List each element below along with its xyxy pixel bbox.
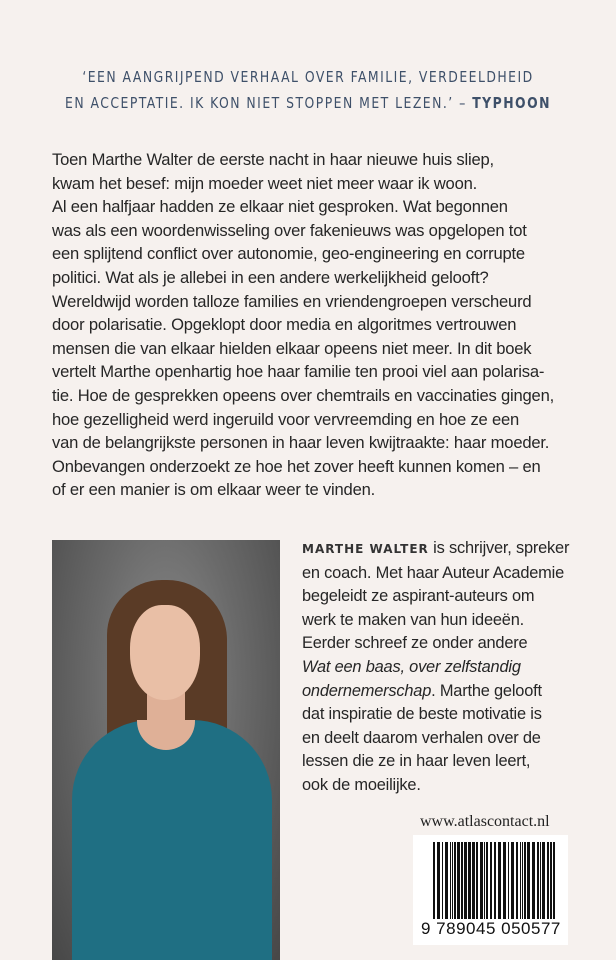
blurb-line: Onbevangen onderzoekt ze hoe het zover heeft kunnen komen – en	[52, 456, 541, 476]
bio-line: en deelt daarom verhalen over de	[302, 728, 541, 747]
barcode-bar	[454, 842, 456, 924]
publisher-url[interactable]: www.atlascontact.nl	[420, 813, 550, 830]
bio-line: lessen die ze in haar leven leert,	[302, 752, 531, 771]
barcode-bar	[464, 842, 467, 924]
barcode-bar	[532, 842, 535, 924]
barcode-bar	[480, 842, 483, 924]
blurb-line: van de belangrijkste personen in haar leven kwijtraakte: haar moeder.	[52, 433, 550, 453]
bio-line: werk te maken van hun ideeën.	[302, 610, 524, 629]
barcode-bar	[484, 842, 485, 924]
barcode-bar	[468, 842, 471, 924]
barcode-bar	[457, 842, 460, 924]
photo-face	[130, 605, 200, 700]
author-bio	[302, 537, 569, 798]
barcode-bar	[542, 842, 545, 924]
blurb-line: Toen Marthe Walter de eerste nacht in haar nieuwe huis sliep,	[52, 150, 494, 169]
bio-line: dat inspiratie de beste motivatie is	[302, 705, 542, 724]
barcode-bar	[486, 842, 488, 924]
bio-text: . Marthe gelooft	[431, 681, 542, 700]
barcode-bar	[522, 842, 523, 924]
blurb-line: een splijtend conflict over autonomie, geo-engineering en corrupte	[52, 244, 525, 264]
barcode-bar	[498, 842, 501, 924]
barcode-bar	[508, 842, 509, 924]
bio-line: begeleidt ze aspirant-auteurs om	[302, 587, 535, 606]
blurb-line: politici. Wat als je allebei in een andere werkelijkheid gelooft?	[52, 267, 489, 287]
isbn-number: 9 789045 050577	[421, 919, 561, 938]
author-name: MARTHE WALTER	[302, 542, 429, 556]
barcode-bar	[540, 842, 541, 924]
barcode-bar	[537, 842, 539, 924]
blurb-line: vertelt Marthe openhartig hoe haar familie ten prooi viel aan polarisa-	[52, 362, 545, 382]
barcode-bar	[553, 842, 555, 924]
quote-source: TYPHOON	[472, 94, 551, 112]
bio-line: Eerder schreef ze onder andere	[302, 634, 528, 653]
barcode-bar	[442, 842, 443, 924]
blurb-line: of er een manier is om elkaar weer te vinden.	[52, 480, 376, 500]
blurb-line: tie. Hoe de gesprekken opeens over chemtrails en vaccinaties gingen,	[52, 385, 555, 405]
barcode-bar	[503, 842, 506, 924]
barcode-bar	[516, 842, 518, 924]
book-title: Wat een baas, over zelfstandig	[302, 657, 521, 676]
barcode-bar	[494, 842, 496, 924]
barcode-bar	[527, 842, 530, 924]
barcode-bar	[476, 842, 478, 924]
blurb-text	[52, 148, 554, 502]
barcode-bar	[445, 842, 448, 924]
barcode-bar	[433, 842, 435, 924]
barcode-bar	[472, 842, 475, 924]
blurb-line: mensen die van elkaar hielden elkaar opeens niet meer. In dit boek	[52, 338, 532, 358]
barcode-bar	[437, 842, 440, 924]
barcode-bars	[433, 842, 556, 924]
blurb-line: was als een woordenwisseling over fakenieuws was opgelopen tot	[52, 220, 527, 240]
blurb-line: hoe gezelligheid werd ingeruild voor vervreemding en hoe ze een	[52, 409, 520, 429]
barcode-bar	[452, 842, 453, 924]
review-quote	[25, 64, 592, 116]
barcode-bar	[490, 842, 492, 924]
barcode-bar	[547, 842, 549, 924]
barcode-bar	[450, 842, 451, 924]
barcode-bar	[461, 842, 463, 924]
quote-line-1: ‘EEN AANGRIJPEND VERHAAL OVER FAMILIE, VERDEELDHEID	[82, 68, 534, 86]
barcode-bar	[520, 842, 521, 924]
blurb-line: Al een halfjaar hadden ze elkaar niet gesproken. Wat begonnen	[52, 197, 508, 217]
bio-line: ook de moeilijke.	[302, 775, 421, 794]
barcode	[413, 835, 568, 945]
barcode-bar	[524, 842, 526, 924]
blurb-line: kwam het besef: mijn moeder weet niet meer waar ik woon.	[52, 173, 478, 193]
photo-dress	[72, 720, 272, 960]
bio-text: is schrijver, spreker	[428, 539, 570, 557]
barcode-bar	[550, 842, 552, 924]
bio-line: en coach. Met haar Auteur Academie	[302, 563, 564, 582]
blurb-line: Wereldwijd worden talloze families en vriendengroepen verscheurd	[52, 291, 532, 311]
book-title: ondernemerschap	[302, 681, 432, 700]
author-photo	[52, 540, 280, 960]
quote-line-2: EN ACCEPTATIE. IK KON NIET STOPPEN MET LEZEN.’ –	[65, 94, 467, 112]
barcode-bar	[511, 842, 514, 924]
blurb-line: door polarisatie. Opgeklopt door media en algoritmes vertrouwen	[52, 315, 517, 335]
